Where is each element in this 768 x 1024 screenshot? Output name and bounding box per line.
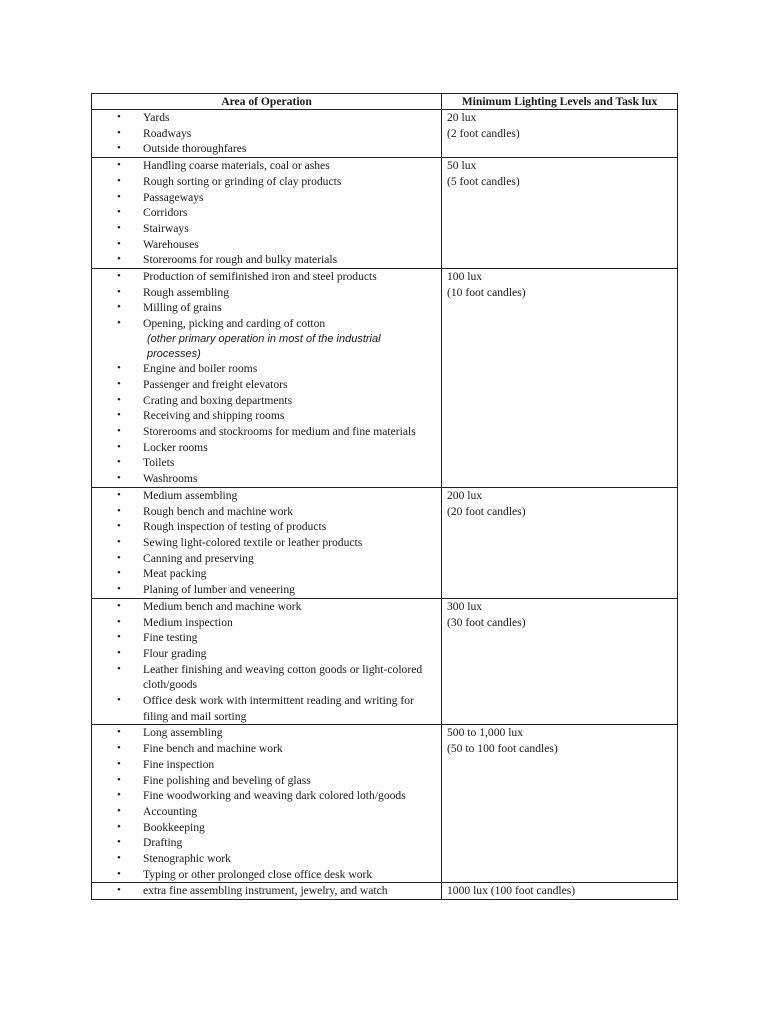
lux-value: 20 lux [447, 111, 477, 124]
list-item [92, 788, 441, 804]
operations-list [92, 110, 441, 157]
lighting-level-cell [442, 269, 678, 488]
list-item [92, 440, 441, 456]
list-item [92, 757, 441, 773]
foot-candles-value: (2 foot candles) [447, 126, 520, 140]
operation-text: Flour grading [143, 646, 207, 660]
list-item [92, 393, 441, 409]
lighting-level-cell [442, 725, 678, 883]
list-item [92, 110, 441, 126]
operation-text: Receiving and shipping rooms [143, 409, 285, 423]
operation-text: Fine woodworking and weaving dark colored loth/goods [143, 789, 406, 803]
operations-list [92, 599, 441, 725]
operation-text: Canning and preserving [143, 551, 254, 565]
list-item [92, 566, 441, 582]
list-item [92, 237, 441, 253]
operation-text: Fine bench and machine work [143, 742, 283, 756]
operations-list [92, 158, 441, 268]
lux-value: 100 lux [447, 270, 483, 284]
list-item [92, 582, 441, 598]
operations-list [92, 269, 441, 487]
operation-text: Stenographic work [143, 852, 231, 866]
table-row [92, 598, 678, 725]
lighting-level-cell [442, 598, 678, 725]
operation-text: Leather finishing and weaving cotton goods or light-colored cloth/goods [143, 662, 423, 692]
operation-text: Medium bench and machine work [143, 599, 302, 613]
list-item [92, 300, 441, 316]
list-item [92, 773, 441, 789]
list-item [92, 646, 441, 662]
operation-text: Rough bench and machine work [143, 504, 294, 518]
list-item [92, 205, 441, 221]
operation-text: Typing or other prolonged close office desk work [143, 867, 373, 881]
operation-text: Locker rooms [143, 440, 208, 454]
operation-text: Handling coarse materials, coal or ashes [143, 159, 330, 173]
operation-text: extra fine assembling instrument, jewelry, and watch [143, 884, 388, 898]
list-item [92, 615, 441, 631]
operation-text: Accounting [143, 804, 198, 818]
operation-text: Fine inspection [143, 757, 215, 771]
operations-list [92, 488, 441, 598]
list-item [92, 804, 441, 820]
operation-text: Roadways [143, 126, 192, 140]
list-item [92, 221, 441, 237]
list-item [92, 693, 441, 724]
table-row [92, 158, 678, 269]
lux-value: 50 lux [447, 159, 477, 173]
lighting-level-cell [442, 487, 678, 598]
area-of-operation-cell [92, 725, 442, 883]
list-item [92, 741, 441, 757]
operation-note: (other primary operation in most of the industrial processes) [147, 332, 381, 360]
operation-text: Passageways [143, 190, 204, 204]
list-item [92, 535, 441, 551]
list-item [92, 471, 441, 487]
foot-candles-value: (10 foot candles) [447, 285, 526, 299]
list-item [92, 269, 441, 285]
list-item [92, 408, 441, 424]
operation-text: Corridors [143, 206, 188, 220]
operation-text: Stairways [143, 221, 189, 235]
lighting-level-cell [442, 110, 678, 158]
foot-candles-value: (20 foot candles) [447, 504, 526, 518]
lighting-level-cell [442, 158, 678, 269]
list-item [92, 455, 441, 471]
header-area-of-operation: Area of Operation [92, 94, 442, 110]
operation-text: Rough sorting or grinding of clay products [143, 174, 342, 188]
operation-text: Meat packing [143, 567, 207, 581]
lux-value: 1000 lux (100 foot candles) [447, 884, 576, 898]
foot-candles-value: (5 foot candles) [447, 174, 520, 188]
table-row [92, 269, 678, 488]
operation-text: Medium assembling [143, 488, 238, 502]
table-row [92, 110, 678, 158]
operation-text: Drafting [143, 836, 183, 850]
list-item [92, 190, 441, 206]
operation-text: Opening, picking and carding of cotton [143, 317, 326, 331]
list-item [92, 883, 441, 899]
lighting-levels-table [91, 93, 678, 900]
list-item [92, 377, 441, 393]
operation-text: Crating and boxing departments [143, 393, 293, 407]
foot-candles-value: (30 foot candles) [447, 615, 526, 629]
table-body [92, 110, 678, 900]
operation-text: Fine polishing and beveling of glass [143, 773, 311, 787]
list-item [92, 551, 441, 567]
list-item [92, 361, 441, 377]
operation-text: Engine and boiler rooms [143, 362, 258, 376]
operations-list [92, 725, 441, 882]
operation-text: Planing of lumber and veneering [143, 583, 295, 597]
operation-text: Medium inspection [143, 615, 233, 629]
list-item [92, 820, 441, 836]
operation-text: Office desk work with intermittent reading and writing for filing and mail sorting [143, 694, 414, 723]
table-header-row [92, 94, 678, 110]
header-minimum-lighting-levels: Minimum Lighting Levels and Task lux [442, 94, 678, 110]
operation-text: Milling of grains [143, 301, 222, 315]
list-item [92, 867, 441, 883]
operation-text: Washrooms [143, 472, 198, 486]
list-item [92, 488, 441, 504]
table-row [92, 883, 678, 900]
operation-text: Fine testing [143, 631, 198, 645]
list-item [92, 662, 441, 693]
list-item [92, 725, 441, 741]
area-of-operation-cell [92, 598, 442, 725]
list-item [92, 599, 441, 615]
area-of-operation-cell [92, 158, 442, 269]
area-of-operation-cell [92, 487, 442, 598]
operations-list [92, 883, 441, 899]
area-of-operation-cell [92, 269, 442, 488]
list-item [92, 630, 441, 646]
list-item [92, 141, 441, 157]
operation-text: Storerooms and stockrooms for medium and fine materials [143, 425, 416, 439]
list-item [92, 252, 441, 268]
operation-text: Warehouses [143, 237, 199, 251]
table-row [92, 487, 678, 598]
list-item [92, 835, 441, 851]
list-item [92, 174, 441, 190]
operation-text: Outside thoroughfares [143, 142, 247, 156]
lux-value: 500 to 1,000 lux [447, 726, 524, 740]
foot-candles-value: (50 to 100 foot candles) [447, 742, 558, 756]
area-of-operation-cell [92, 110, 442, 158]
operation-text: Long assembling [143, 726, 223, 740]
operation-text: Rough assembling [143, 285, 229, 299]
list-item [92, 285, 441, 301]
lux-value: 300 lux [447, 599, 483, 613]
operation-text: Production of semifinished iron and steel products [143, 270, 377, 284]
operation-text: Rough inspection of testing of products [143, 520, 327, 534]
operation-text: Bookkeeping [143, 820, 205, 834]
list-item [92, 126, 441, 142]
operation-text: Toilets [143, 456, 175, 470]
list-item [92, 424, 441, 440]
list-item [92, 519, 441, 535]
operation-text: Sewing light-colored textile or leather products [143, 535, 363, 549]
lux-value: 200 lux [447, 488, 483, 502]
list-item [92, 504, 441, 520]
list-item [92, 316, 441, 361]
operation-text: Passenger and freight elevators [143, 377, 288, 391]
lighting-level-cell [442, 883, 678, 900]
area-of-operation-cell [92, 883, 442, 900]
table-row [92, 725, 678, 883]
operation-text: Yards [143, 111, 170, 124]
operation-text: Storerooms for rough and bulky materials [143, 253, 338, 267]
list-item [92, 158, 441, 174]
list-item [92, 851, 441, 867]
